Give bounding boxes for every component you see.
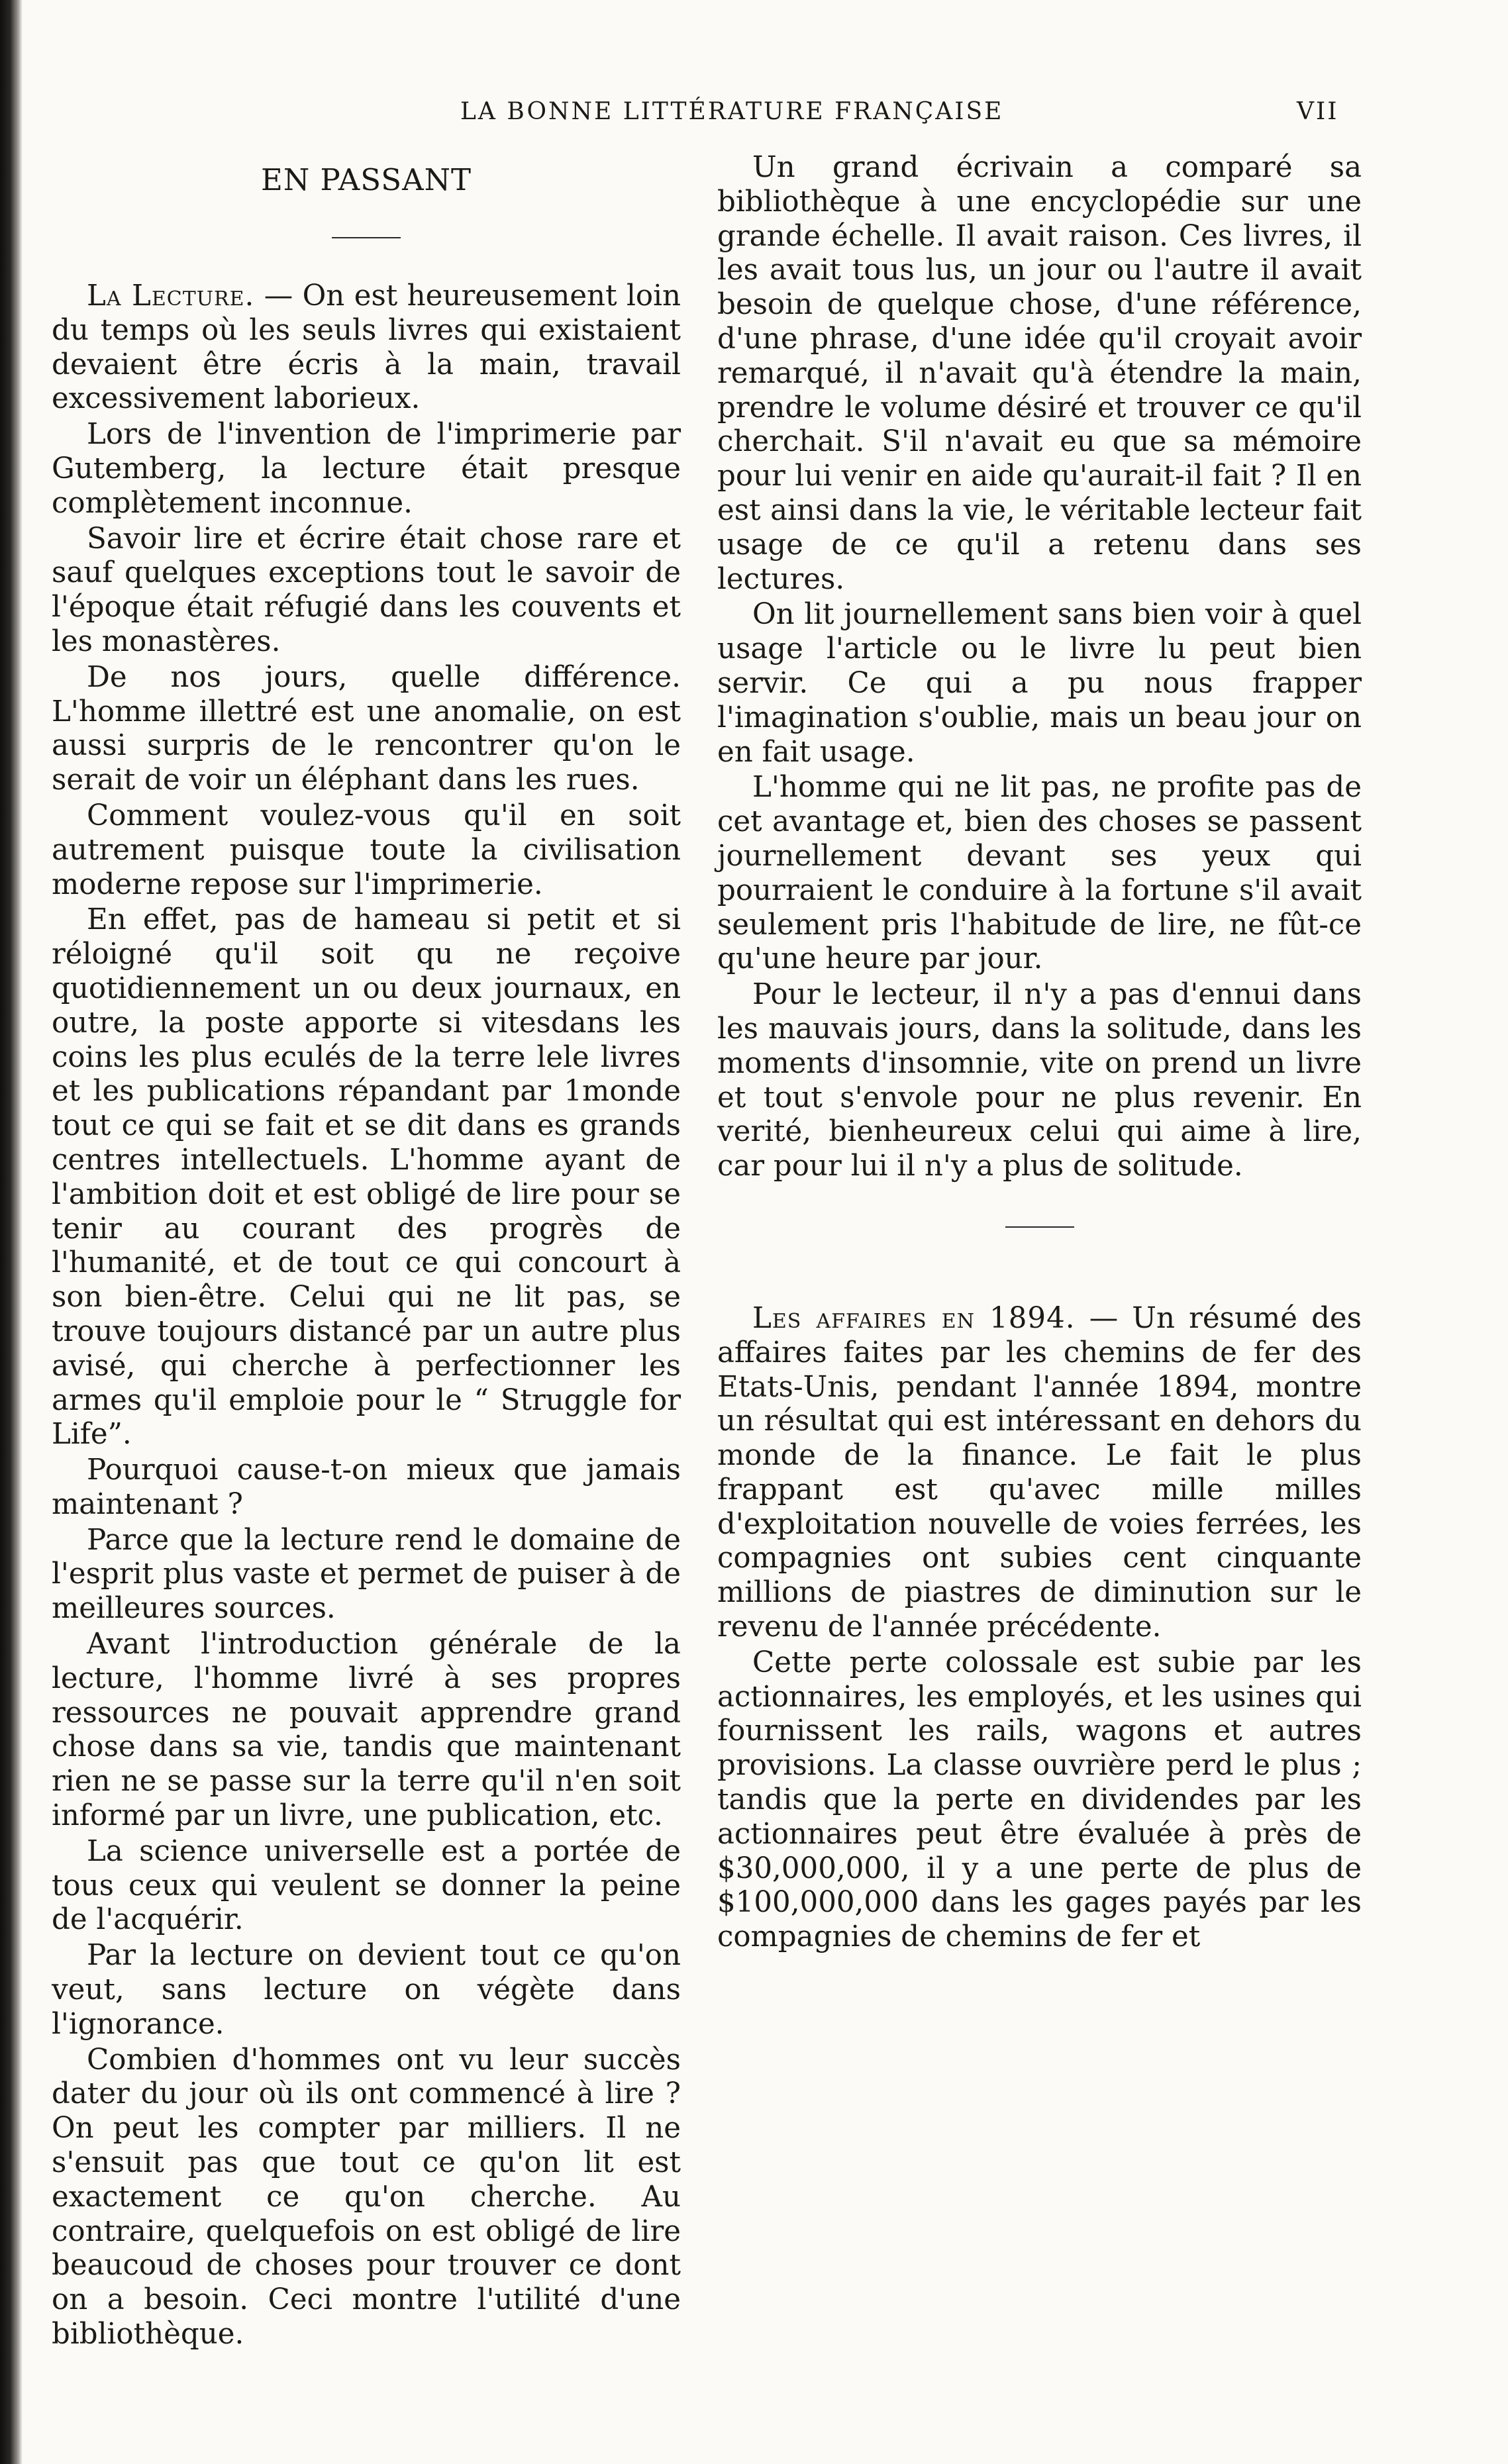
paragraph: Parce que la lecture rend le domaine de l'esprit plus vaste et permet de puiser à de meilleures sources.: [52, 1523, 681, 1626]
paragraph: La science universelle est a portée de tous ceux qui veulent se donner la peine de l'acquérir.: [52, 1834, 681, 1937]
paragraph: Cette perte colossale est subie par les actionnaires, les employés, et les usines qui fournissent les rails, wagons et autres provisions. La classe ouvrière perd le plus ; tandis que la perte en dividendes par les actionnaires peut être évaluée à près de $30,000,000, il y a une perte de plus de $100,000,000 dans les gages payés par les compagnies de chemins de fer et: [717, 1646, 1362, 1954]
left-column: [52, 151, 681, 2353]
paragraph: Par la lecture on devient tout ce qu'on veut, sans lecture on végète dans l'ignorance.: [52, 1939, 681, 2041]
lead-in: La Lecture.: [87, 279, 255, 313]
paragraph: On lit journellement sans bien voir à quel usage l'article ou le livre lu peut bien servir. Ce qui a pu nous frapper l'imagination s'oublie, mais un beau jour on en fait usage.: [717, 598, 1362, 769]
paragraph: Pourquoi cause-t-on mieux que jamais maintenant ?: [52, 1454, 681, 1521]
book-binding-edge: [0, 0, 23, 2464]
section-divider: [332, 237, 401, 238]
lead-in: Les affaires en 1894.: [752, 1301, 1076, 1335]
paragraph-text: — On est heureusement loin du temps où les seuls livres qui existaient devaient être écris à la main, travail excessivement laborieux.: [52, 279, 681, 416]
right-column: [717, 151, 1362, 1956]
running-title: LA BONNE LITTÉRATURE FRANÇAISE: [460, 98, 1004, 125]
paragraph: [717, 1302, 1362, 1645]
paragraph: Avant l'introduction générale de la lecture, l'homme livré à ses propres ressources ne pouvait apprendre grand chose dans sa vie, tandis que maintenant rien ne se passe sur la terre qu'il n'en soit informé par un livre, une publication, etc.: [52, 1628, 681, 1833]
section-divider: [1005, 1226, 1074, 1228]
page-header: [0, 90, 1508, 130]
paragraph: Comment voulez-vous qu'il en soit autrement puisque toute la civilisation moderne repose sur l'imprimerie.: [52, 799, 681, 901]
paragraph: De nos jours, quelle différence. L'homme illettré est une anomalie, on est aussi surpris de le rencontrer qu'on le serait de voir un éléphant dans les rues.: [52, 660, 681, 797]
paragraph: En effet, pas de hameau si petit et si réloigné qu'il soit qu ne reçoive quotidiennement un ou deux journaux, en outre, la poste apporte si vitesdans les coins les plus eculés de la terre lele livres et les publications répandant par 1monde tout ce qui se fait et se dit dans es grands centres intellectuels. L'homme ayant de l'ambition doit et est obligé de lire pour se tenir au courant des progrès de l'humanité, et de tout ce qui concourt à son bien-être. Celui qui ne lit pas, se trouve toujours distancé par un autre plus avisé, qui cherche à perfectionner les armes qu'il emploie pour le “ Struggle for Life”.: [52, 903, 681, 1452]
paragraph: L'homme qui ne lit pas, ne profite pas de cet avantage et, bien des choses se passent journellement devant ses yeux qui pourraient le conduire à la fortune s'il avait seulement pris l'habitude de lire, ne fût-ce qu'une heure par jour.: [717, 771, 1362, 976]
paragraph: Savoir lire et écrire était chose rare et sauf quelques exceptions tout le savoir de l'époque était réfugié dans les couvents et les monastères.: [52, 522, 681, 658]
page-number: VII: [1297, 98, 1339, 125]
paragraph-text: — Un résumé des affaires faites par les chemins de fer des Etats-Unis, pendant l'année 1894, montre un résultat qui est intéressant en dehors du monde de la finance. Le fait le plus frappant est qu'avec mille milles d'exploitation nouvelle de voies ferrées, les compagnies ont subies cent cinquante millions de piastres de diminution sur le revenu de l'année précédente.: [717, 1301, 1362, 1644]
paragraph: Lors de l'invention de l'imprimerie par Gutemberg, la lecture était presque complètement inconnue.: [52, 418, 681, 520]
paragraph: Combien d'hommes ont vu leur succès dater du jour où ils ont commencé à lire ? On peut les compter par milliers. Il ne s'ensuit pas que tout ce qu'on lit est exactement ce qu'on cherche. Au contraire, quelquefois on est obligé de lire beaucoud de choses pour trouver ce dont on a besoin. Ceci montre l'utilité d'une bibliothèque.: [52, 2043, 681, 2351]
paragraph: Un grand écrivain a comparé sa bibliothèque à une encyclopédie sur une grande échelle. Il avait raison. Ces livres, il les avait tous lus, un jour ou l'autre il avait besoin de quelque chose, d'une référence, d'une phrase, d'une idée qu'il croyait avoir remarqué, il n'avait qu'à étendre la main, prendre le volume désiré et trouver ce qu'il cherchait. S'il n'avait eu que sa mémoire pour lui venir en aide qu'aurait-il fait ? Il en est ainsi dans la vie, le véritable lecteur fait usage de ce qu'il a retenu dans ses lectures.: [717, 151, 1362, 596]
paragraph: Pour le lecteur, il n'y a pas d'ennui dans les mauvais jours, dans la solitude, dans les moments d'insomnie, vite on prend un livre et tout s'envole pour ne plus revenir. En verité, bienheureux celui qui aime à lire, car pour lui il n'y a plus de solitude.: [717, 978, 1362, 1183]
paragraph: [52, 279, 681, 417]
section-title: EN PASSANT: [261, 162, 472, 197]
